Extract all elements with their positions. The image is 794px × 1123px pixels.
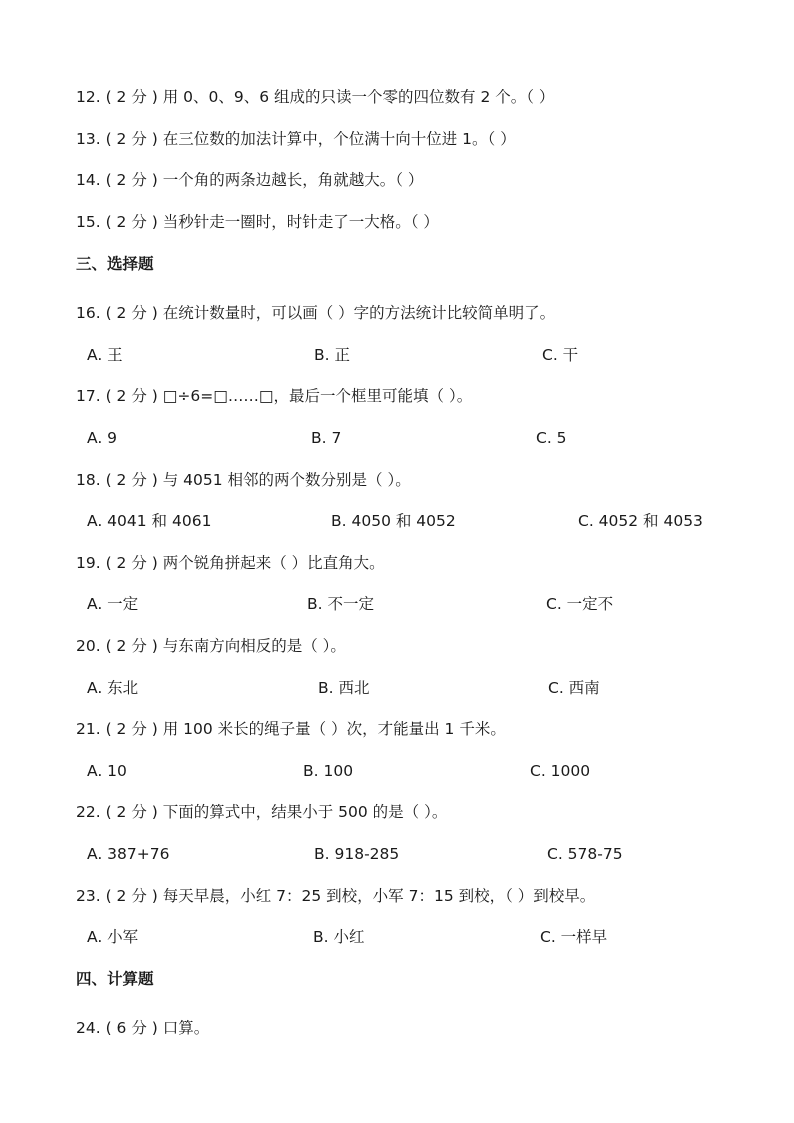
question-21-option-a: A. 10 [87,762,127,780]
question-21-option-b: B. 100 [303,762,354,780]
question-12: 12. ( 2 分 ) 用 0、0、9、6 组成的只读一个零的四位数有 2 个。（ ） [76,88,555,106]
question-14: 14. ( 2 分 ) 一个角的两条边越长，角就越大。（ ） [76,171,424,189]
question-22-option-b: B. 918-285 [314,845,400,863]
question-16-option-b: B. 正 [314,346,350,364]
question-16-option-a: A. 王 [87,346,123,364]
question-20-option-a: A. 东北 [87,679,139,697]
question-19: 19. ( 2 分 ) 两个锐角拼起来（ ）比直角大。 [76,554,385,572]
question-24: 24. ( 6 分 ) 口算。 [76,1019,210,1037]
question-22-option-c: C. 578-75 [547,845,623,863]
question-17: 17. ( 2 分 ) □÷6=□……□，最后一个框里可能填（ ）。 [76,387,473,405]
question-18-option-c: C. 4052 和 4053 [578,512,703,530]
question-17-option-a: A. 9 [87,429,118,447]
question-18-option-a: A. 4041 和 4061 [87,512,212,530]
section-title-calculation: 四、计算题 [76,970,154,988]
question-22-option-a: A. 387+76 [87,845,170,863]
question-15: 15. ( 2 分 ) 当秒针走一圈时，时针走了一大格。（ ） [76,213,439,231]
question-19-option-b: B. 不一定 [307,595,374,613]
section-title-choice: 三、选择题 [76,255,154,273]
question-23-option-a: A. 小军 [87,928,139,946]
question-20-option-c: C. 西南 [548,679,600,697]
question-23: 23. ( 2 分 ) 每天早晨，小红 7：25 到校，小军 7：15 到校，（ ）到校早。 [76,887,596,905]
question-17-option-b: B. 7 [311,429,342,447]
question-22: 22. ( 2 分 ) 下面的算式中，结果小于 500 的是（ ）。 [76,803,448,821]
question-20-option-b: B. 西北 [318,679,370,697]
question-19-option-a: A. 一定 [87,595,139,613]
question-16-option-c: C. 干 [542,346,579,364]
question-23-option-b: B. 小红 [313,928,365,946]
question-20: 20. ( 2 分 ) 与东南方向相反的是（ ）。 [76,637,346,655]
question-17-option-c: C. 5 [536,429,567,447]
question-19-option-c: C. 一定不 [546,595,614,613]
question-13: 13. ( 2 分 ) 在三位数的加法计算中，个位满十向十位进 1。（ ） [76,130,516,148]
question-21: 21. ( 2 分 ) 用 100 米长的绳子量（ ）次，才能量出 1 千米。 [76,720,506,738]
question-23-option-c: C. 一样早 [540,928,608,946]
question-18-option-b: B. 4050 和 4052 [331,512,456,530]
question-21-option-c: C. 1000 [530,762,591,780]
question-16: 16. ( 2 分 ) 在统计数量时，可以画（ ）字的方法统计比较简单明了。 [76,304,556,322]
question-18: 18. ( 2 分 ) 与 4051 相邻的两个数分别是（ ）。 [76,471,411,489]
